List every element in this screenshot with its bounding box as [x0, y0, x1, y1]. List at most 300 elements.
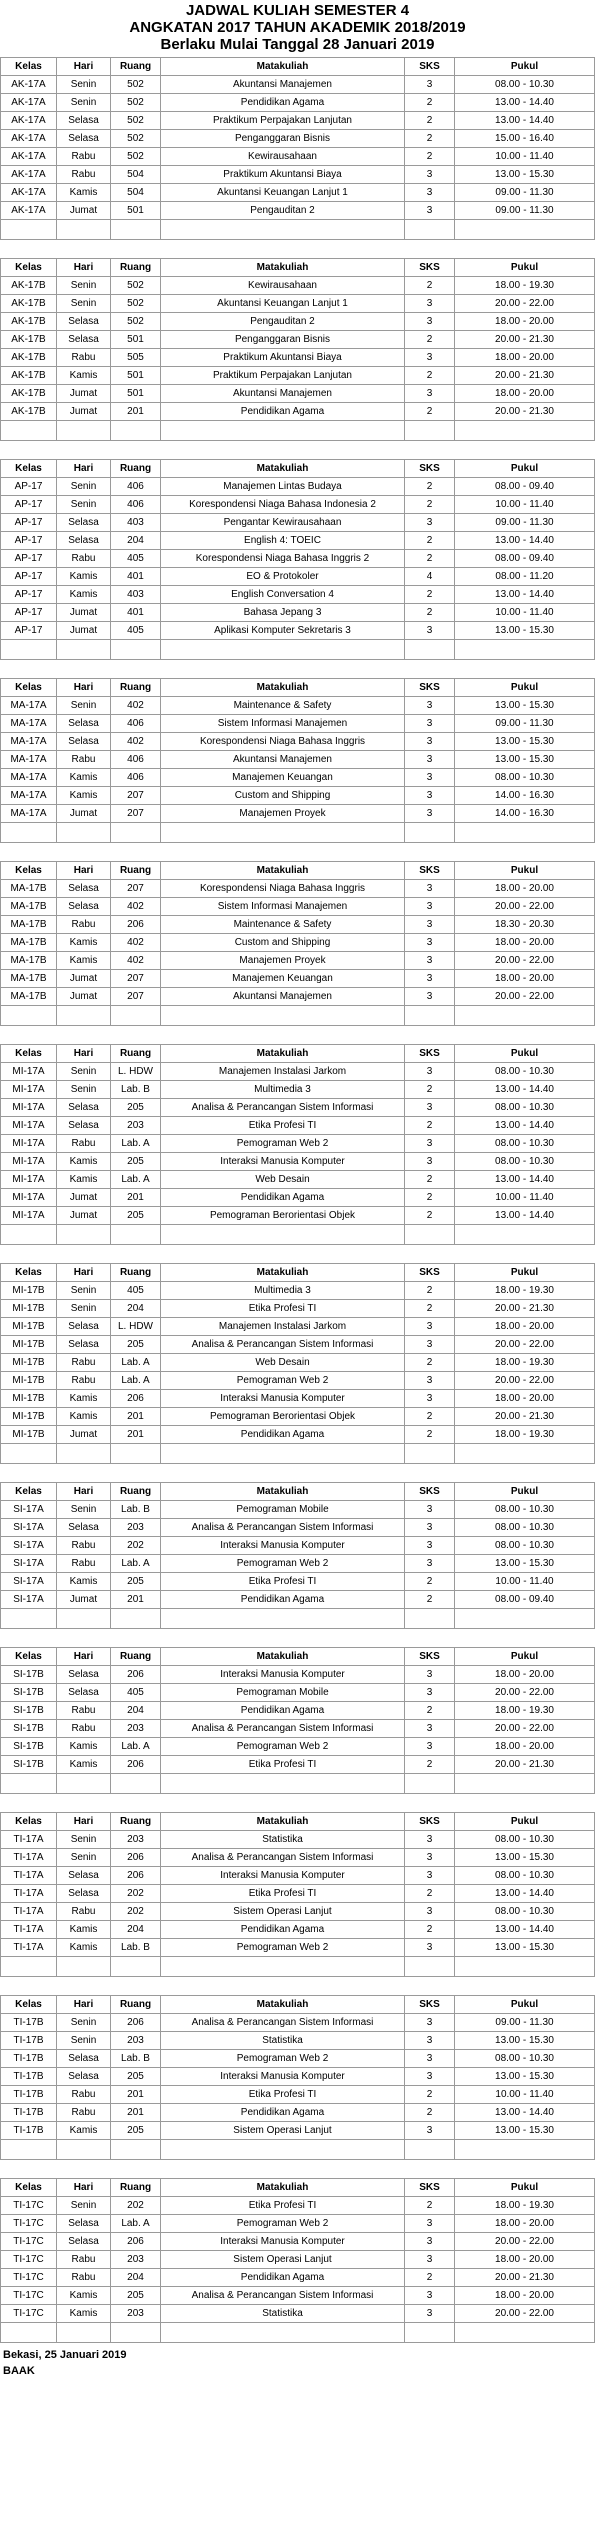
cell-matakuliah: Praktikum Perpajakan Lanjutan: [161, 367, 405, 385]
cell-sks: 3: [405, 1684, 455, 1702]
cell-kelas: SI-17A: [1, 1537, 57, 1555]
table-row: [1, 532, 595, 550]
cell-ruang: 403: [111, 586, 161, 604]
cell-ruang: 205: [111, 1153, 161, 1171]
cell-matakuliah: Pengauditan 2: [161, 313, 405, 331]
cell-ruang: 205: [111, 1336, 161, 1354]
column-header-pukul: Pukul: [455, 1264, 595, 1282]
cell-ruang: 403: [111, 514, 161, 532]
blank-row: [1, 1609, 595, 1629]
column-header-kelas: Kelas: [1, 862, 57, 880]
cell-hari: Selasa: [57, 1099, 111, 1117]
cell-hari: Selasa: [57, 733, 111, 751]
cell-pukul: 08.00 - 10.30: [455, 2050, 595, 2068]
column-header-kelas: Kelas: [1, 1045, 57, 1063]
cell-kelas: MI-17A: [1, 1207, 57, 1225]
table-row: [1, 751, 595, 769]
cell-sks: 3: [405, 2305, 455, 2323]
cell-kelas: TI-17A: [1, 1831, 57, 1849]
blank-row: [1, 421, 595, 441]
column-header-sks: SKS: [405, 58, 455, 76]
cell-hari: Rabu: [57, 2086, 111, 2104]
cell-ruang: 405: [111, 550, 161, 568]
cell-kelas: AP-17: [1, 604, 57, 622]
cell-matakuliah: Pendidikan Agama: [161, 1426, 405, 1444]
cell-sks: 2: [405, 130, 455, 148]
cell-kelas: SI-17B: [1, 1756, 57, 1774]
cell-pukul: 13.00 - 14.40: [455, 532, 595, 550]
cell-matakuliah: Pendidikan Agama: [161, 1189, 405, 1207]
column-header-hari: Hari: [57, 2179, 111, 2197]
cell-hari: Kamis: [57, 1756, 111, 1774]
column-header-ruang: Ruang: [111, 1648, 161, 1666]
cell-ruang: 201: [111, 2086, 161, 2104]
cell-pukul: 08.00 - 10.30: [455, 1099, 595, 1117]
column-header-pukul: Pukul: [455, 862, 595, 880]
table-row: [1, 403, 595, 421]
cell-ruang: 202: [111, 1885, 161, 1903]
cell-kelas: TI-17A: [1, 1903, 57, 1921]
cell-pukul: 14.00 - 16.30: [455, 805, 595, 823]
cell-hari: Senin: [57, 76, 111, 94]
cell-matakuliah: Manajemen Proyek: [161, 805, 405, 823]
cell-hari: Rabu: [57, 1537, 111, 1555]
column-header-hari: Hari: [57, 58, 111, 76]
cell-kelas: TI-17B: [1, 2104, 57, 2122]
empty-cell: [161, 421, 405, 441]
schedule-table: [0, 1812, 595, 1977]
column-header-kelas: Kelas: [1, 259, 57, 277]
cell-pukul: 15.00 - 16.40: [455, 130, 595, 148]
table-row: [1, 1849, 595, 1867]
cell-ruang: 203: [111, 2305, 161, 2323]
cell-pukul: 08.00 - 10.30: [455, 1135, 595, 1153]
column-header-ruang: Ruang: [111, 1264, 161, 1282]
column-header-ruang: Ruang: [111, 58, 161, 76]
cell-kelas: TI-17B: [1, 2050, 57, 2068]
cell-hari: Jumat: [57, 1207, 111, 1225]
cell-matakuliah: Etika Profesi TI: [161, 2197, 405, 2215]
cell-sks: 3: [405, 733, 455, 751]
table-row: [1, 715, 595, 733]
cell-kelas: AK-17A: [1, 112, 57, 130]
table-row: [1, 130, 595, 148]
cell-pukul: 13.00 - 14.40: [455, 1117, 595, 1135]
cell-matakuliah: Analisa & Perancangan Sistem Informasi: [161, 1336, 405, 1354]
cell-kelas: TI-17A: [1, 1939, 57, 1957]
cell-sks: 2: [405, 1282, 455, 1300]
cell-pukul: 10.00 - 11.40: [455, 1189, 595, 1207]
cell-hari: Jumat: [57, 385, 111, 403]
table-row: [1, 1117, 595, 1135]
empty-cell: [405, 1957, 455, 1977]
cell-ruang: 203: [111, 2251, 161, 2269]
empty-cell: [1, 2323, 57, 2343]
cell-hari: Rabu: [57, 1903, 111, 1921]
cell-pukul: 18.00 - 20.00: [455, 1390, 595, 1408]
table-header-row: [1, 862, 595, 880]
table-row: [1, 1336, 595, 1354]
blank-row: [1, 1444, 595, 1464]
empty-cell: [57, 823, 111, 843]
column-header-matakuliah: Matakuliah: [161, 2179, 405, 2197]
cell-matakuliah: Pemograman Web 2: [161, 1939, 405, 1957]
cell-sks: 2: [405, 367, 455, 385]
empty-cell: [405, 1774, 455, 1794]
cell-matakuliah: Manajemen Keuangan: [161, 970, 405, 988]
cell-ruang: 206: [111, 1867, 161, 1885]
cell-hari: Kamis: [57, 1171, 111, 1189]
cell-matakuliah: Pendidikan Agama: [161, 1921, 405, 1939]
empty-cell: [405, 220, 455, 240]
cell-matakuliah: Praktikum Akuntansi Biaya: [161, 349, 405, 367]
cell-ruang: 203: [111, 1519, 161, 1537]
cell-kelas: TI-17A: [1, 1849, 57, 1867]
cell-hari: Rabu: [57, 1135, 111, 1153]
cell-kelas: TI-17B: [1, 2068, 57, 2086]
table-row: [1, 166, 595, 184]
cell-kelas: AK-17B: [1, 277, 57, 295]
cell-kelas: SI-17B: [1, 1702, 57, 1720]
cell-kelas: MA-17B: [1, 880, 57, 898]
table-header-row: [1, 679, 595, 697]
column-header-sks: SKS: [405, 1045, 455, 1063]
cell-hari: Rabu: [57, 148, 111, 166]
cell-ruang: 204: [111, 1702, 161, 1720]
title-line-3: Berlaku Mulai Tanggal 28 Januari 2019: [160, 36, 435, 53]
cell-hari: Kamis: [57, 1390, 111, 1408]
cell-ruang: Lab. A: [111, 1171, 161, 1189]
cell-ruang: 504: [111, 184, 161, 202]
table-row: [1, 805, 595, 823]
table-row: [1, 1555, 595, 1573]
empty-cell: [161, 1609, 405, 1629]
cell-kelas: SI-17B: [1, 1738, 57, 1756]
cell-matakuliah: English 4: TOEIC: [161, 532, 405, 550]
cell-kelas: TI-17B: [1, 2014, 57, 2032]
cell-kelas: AK-17A: [1, 202, 57, 220]
column-header-ruang: Ruang: [111, 862, 161, 880]
empty-cell: [161, 1006, 405, 1026]
column-header-pukul: Pukul: [455, 259, 595, 277]
cell-pukul: 08.00 - 10.30: [455, 1831, 595, 1849]
cell-sks: 3: [405, 1666, 455, 1684]
cell-sks: 3: [405, 349, 455, 367]
cell-sks: 2: [405, 1117, 455, 1135]
cell-ruang: L. HDW: [111, 1318, 161, 1336]
cell-pukul: 13.00 - 15.30: [455, 1555, 595, 1573]
cell-matakuliah: Etika Profesi TI: [161, 1300, 405, 1318]
empty-cell: [161, 220, 405, 240]
cell-ruang: 205: [111, 1207, 161, 1225]
table-row: [1, 1081, 595, 1099]
cell-sks: 2: [405, 1081, 455, 1099]
table-row: [1, 898, 595, 916]
column-header-hari: Hari: [57, 460, 111, 478]
table-row: [1, 1135, 595, 1153]
cell-pukul: 13.00 - 15.30: [455, 751, 595, 769]
table-row: [1, 1390, 595, 1408]
cell-pukul: 20.00 - 22.00: [455, 295, 595, 313]
cell-kelas: MA-17A: [1, 787, 57, 805]
cell-hari: Kamis: [57, 1573, 111, 1591]
cell-matakuliah: Statistika: [161, 2305, 405, 2323]
schedule-table: [0, 57, 595, 240]
table-row: [1, 1831, 595, 1849]
column-header-hari: Hari: [57, 1996, 111, 2014]
cell-matakuliah: Pendidikan Agama: [161, 1702, 405, 1720]
blank-row: [1, 2323, 595, 2343]
cell-matakuliah: Maintenance & Safety: [161, 697, 405, 715]
cell-kelas: AK-17B: [1, 403, 57, 421]
cell-ruang: 502: [111, 94, 161, 112]
cell-ruang: 202: [111, 1537, 161, 1555]
cell-sks: 3: [405, 2251, 455, 2269]
cell-kelas: MI-17A: [1, 1117, 57, 1135]
cell-pukul: 09.00 - 11.30: [455, 202, 595, 220]
empty-cell: [161, 1774, 405, 1794]
empty-cell: [111, 1609, 161, 1629]
cell-ruang: 402: [111, 952, 161, 970]
cell-hari: Selasa: [57, 532, 111, 550]
cell-kelas: SI-17A: [1, 1501, 57, 1519]
cell-pukul: 18.00 - 20.00: [455, 880, 595, 898]
cell-pukul: 18.00 - 20.00: [455, 934, 595, 952]
cell-sks: 2: [405, 1300, 455, 1318]
cell-pukul: 10.00 - 11.40: [455, 1573, 595, 1591]
cell-pukul: 08.00 - 10.30: [455, 769, 595, 787]
cell-sks: 2: [405, 2197, 455, 2215]
cell-ruang: 204: [111, 1300, 161, 1318]
cell-hari: Kamis: [57, 769, 111, 787]
cell-kelas: AP-17: [1, 586, 57, 604]
cell-hari: Jumat: [57, 1189, 111, 1207]
cell-ruang: 207: [111, 880, 161, 898]
empty-cell: [455, 1006, 595, 1026]
column-header-sks: SKS: [405, 259, 455, 277]
column-header-kelas: Kelas: [1, 1264, 57, 1282]
table-row: [1, 1867, 595, 1885]
cell-kelas: TI-17C: [1, 2251, 57, 2269]
table-row: [1, 2086, 595, 2104]
cell-kelas: AK-17A: [1, 184, 57, 202]
cell-sks: 2: [405, 1591, 455, 1609]
cell-sks: 3: [405, 916, 455, 934]
cell-sks: 2: [405, 331, 455, 349]
cell-matakuliah: Sistem Informasi Manajemen: [161, 898, 405, 916]
cell-pukul: 08.00 - 10.30: [455, 1867, 595, 1885]
cell-ruang: 201: [111, 2104, 161, 2122]
section-spacer: [0, 2160, 595, 2178]
cell-pukul: 09.00 - 11.30: [455, 2014, 595, 2032]
cell-ruang: 502: [111, 148, 161, 166]
cell-matakuliah: Interaksi Manusia Komputer: [161, 1153, 405, 1171]
column-header-kelas: Kelas: [1, 1813, 57, 1831]
cell-matakuliah: Pemograman Web 2: [161, 1555, 405, 1573]
cell-kelas: AK-17A: [1, 148, 57, 166]
cell-pukul: 20.00 - 21.30: [455, 367, 595, 385]
cell-ruang: 206: [111, 2233, 161, 2251]
cell-pukul: 08.00 - 09.40: [455, 478, 595, 496]
column-header-ruang: Ruang: [111, 1483, 161, 1501]
cell-ruang: 402: [111, 733, 161, 751]
cell-kelas: MA-17A: [1, 805, 57, 823]
cell-matakuliah: Pemograman Berorientasi Objek: [161, 1408, 405, 1426]
empty-cell: [405, 1444, 455, 1464]
cell-ruang: 502: [111, 76, 161, 94]
cell-matakuliah: Manajemen Proyek: [161, 952, 405, 970]
cell-pukul: 18.00 - 20.00: [455, 2251, 595, 2269]
cell-ruang: 406: [111, 751, 161, 769]
cell-kelas: SI-17A: [1, 1519, 57, 1537]
cell-matakuliah: Bahasa Jepang 3: [161, 604, 405, 622]
section-spacer: [0, 1794, 595, 1812]
cell-matakuliah: Manajemen Instalasi Jarkom: [161, 1063, 405, 1081]
cell-matakuliah: Pemograman Web 2: [161, 2050, 405, 2068]
cell-sks: 2: [405, 1921, 455, 1939]
cell-sks: 2: [405, 1702, 455, 1720]
column-header-pukul: Pukul: [455, 1813, 595, 1831]
cell-matakuliah: Custom and Shipping: [161, 934, 405, 952]
table-header-row: [1, 1483, 595, 1501]
cell-hari: Selasa: [57, 1117, 111, 1135]
cell-sks: 2: [405, 1354, 455, 1372]
cell-sks: 2: [405, 2086, 455, 2104]
cell-hari: Selasa: [57, 313, 111, 331]
column-header-kelas: Kelas: [1, 1483, 57, 1501]
empty-cell: [57, 2140, 111, 2160]
empty-cell: [405, 421, 455, 441]
cell-kelas: SI-17B: [1, 1666, 57, 1684]
cell-kelas: MI-17A: [1, 1081, 57, 1099]
cell-matakuliah: Statistika: [161, 1831, 405, 1849]
schedule-table: [0, 1647, 595, 1794]
cell-kelas: MA-17B: [1, 970, 57, 988]
table-row: [1, 1189, 595, 1207]
cell-pukul: 13.00 - 15.30: [455, 2122, 595, 2140]
cell-ruang: 501: [111, 385, 161, 403]
column-header-hari: Hari: [57, 259, 111, 277]
cell-sks: 2: [405, 1426, 455, 1444]
cell-pukul: 09.00 - 11.30: [455, 715, 595, 733]
cell-matakuliah: Sistem Operasi Lanjut: [161, 1903, 405, 1921]
cell-hari: Senin: [57, 1501, 111, 1519]
cell-hari: Senin: [57, 2197, 111, 2215]
blank-row: [1, 640, 595, 660]
cell-pukul: 20.00 - 21.30: [455, 1300, 595, 1318]
column-header-matakuliah: Matakuliah: [161, 1264, 405, 1282]
cell-pukul: 20.00 - 22.00: [455, 988, 595, 1006]
table-row: [1, 367, 595, 385]
column-header-ruang: Ruang: [111, 1045, 161, 1063]
cell-sks: 3: [405, 1720, 455, 1738]
cell-hari: Selasa: [57, 331, 111, 349]
cell-sks: 3: [405, 934, 455, 952]
cell-sks: 3: [405, 2014, 455, 2032]
cell-sks: 3: [405, 385, 455, 403]
cell-hari: Senin: [57, 1831, 111, 1849]
cell-kelas: AK-17A: [1, 94, 57, 112]
cell-matakuliah: Akuntansi Keuangan Lanjut 1: [161, 184, 405, 202]
section-spacer: [0, 240, 595, 258]
cell-ruang: Lab. B: [111, 1939, 161, 1957]
cell-sks: 3: [405, 880, 455, 898]
cell-hari: Jumat: [57, 622, 111, 640]
table-row: [1, 202, 595, 220]
cell-hari: Jumat: [57, 1426, 111, 1444]
empty-cell: [455, 2323, 595, 2343]
cell-sks: 3: [405, 2215, 455, 2233]
empty-cell: [1, 1957, 57, 1977]
column-header-kelas: Kelas: [1, 1996, 57, 2014]
cell-ruang: 402: [111, 934, 161, 952]
empty-cell: [161, 2323, 405, 2343]
table-row: [1, 568, 595, 586]
cell-hari: Jumat: [57, 403, 111, 421]
empty-cell: [161, 640, 405, 660]
cell-matakuliah: Etika Profesi TI: [161, 2086, 405, 2104]
schedule-table: [0, 1044, 595, 1245]
cell-hari: Selasa: [57, 112, 111, 130]
cell-pukul: 13.00 - 14.40: [455, 1171, 595, 1189]
cell-pukul: 18.00 - 19.30: [455, 277, 595, 295]
cell-hari: Kamis: [57, 1738, 111, 1756]
cell-hari: Selasa: [57, 1336, 111, 1354]
cell-kelas: SI-17A: [1, 1591, 57, 1609]
cell-ruang: 204: [111, 532, 161, 550]
cell-ruang: Lab. A: [111, 1555, 161, 1573]
cell-pukul: 13.00 - 14.40: [455, 586, 595, 604]
cell-sks: 3: [405, 622, 455, 640]
cell-hari: Senin: [57, 1282, 111, 1300]
table-row: [1, 94, 595, 112]
cell-kelas: MA-17A: [1, 715, 57, 733]
cell-sks: 3: [405, 202, 455, 220]
cell-hari: Kamis: [57, 787, 111, 805]
cell-pukul: 08.00 - 10.30: [455, 1153, 595, 1171]
cell-hari: Kamis: [57, 184, 111, 202]
cell-hari: Kamis: [57, 1153, 111, 1171]
empty-cell: [57, 2323, 111, 2343]
cell-hari: Selasa: [57, 2068, 111, 2086]
cell-ruang: 401: [111, 568, 161, 586]
column-header-pukul: Pukul: [455, 58, 595, 76]
cell-pukul: 09.00 - 11.30: [455, 514, 595, 532]
cell-pukul: 08.00 - 10.30: [455, 1537, 595, 1555]
column-header-matakuliah: Matakuliah: [161, 862, 405, 880]
empty-cell: [111, 421, 161, 441]
cell-sks: 3: [405, 952, 455, 970]
blank-row: [1, 1774, 595, 1794]
cell-pukul: 20.00 - 21.30: [455, 1408, 595, 1426]
empty-cell: [57, 1609, 111, 1629]
cell-matakuliah: Interaksi Manusia Komputer: [161, 1537, 405, 1555]
cell-matakuliah: Analisa & Perancangan Sistem Informasi: [161, 1519, 405, 1537]
cell-ruang: 205: [111, 2287, 161, 2305]
cell-kelas: TI-17B: [1, 2086, 57, 2104]
cell-sks: 3: [405, 1372, 455, 1390]
cell-sks: 3: [405, 988, 455, 1006]
cell-sks: 3: [405, 769, 455, 787]
column-header-matakuliah: Matakuliah: [161, 460, 405, 478]
cell-ruang: 406: [111, 496, 161, 514]
table-header-row: [1, 1045, 595, 1063]
cell-ruang: Lab. A: [111, 2215, 161, 2233]
cell-ruang: 502: [111, 112, 161, 130]
cell-hari: Senin: [57, 496, 111, 514]
table-row: [1, 787, 595, 805]
cell-kelas: AK-17B: [1, 349, 57, 367]
